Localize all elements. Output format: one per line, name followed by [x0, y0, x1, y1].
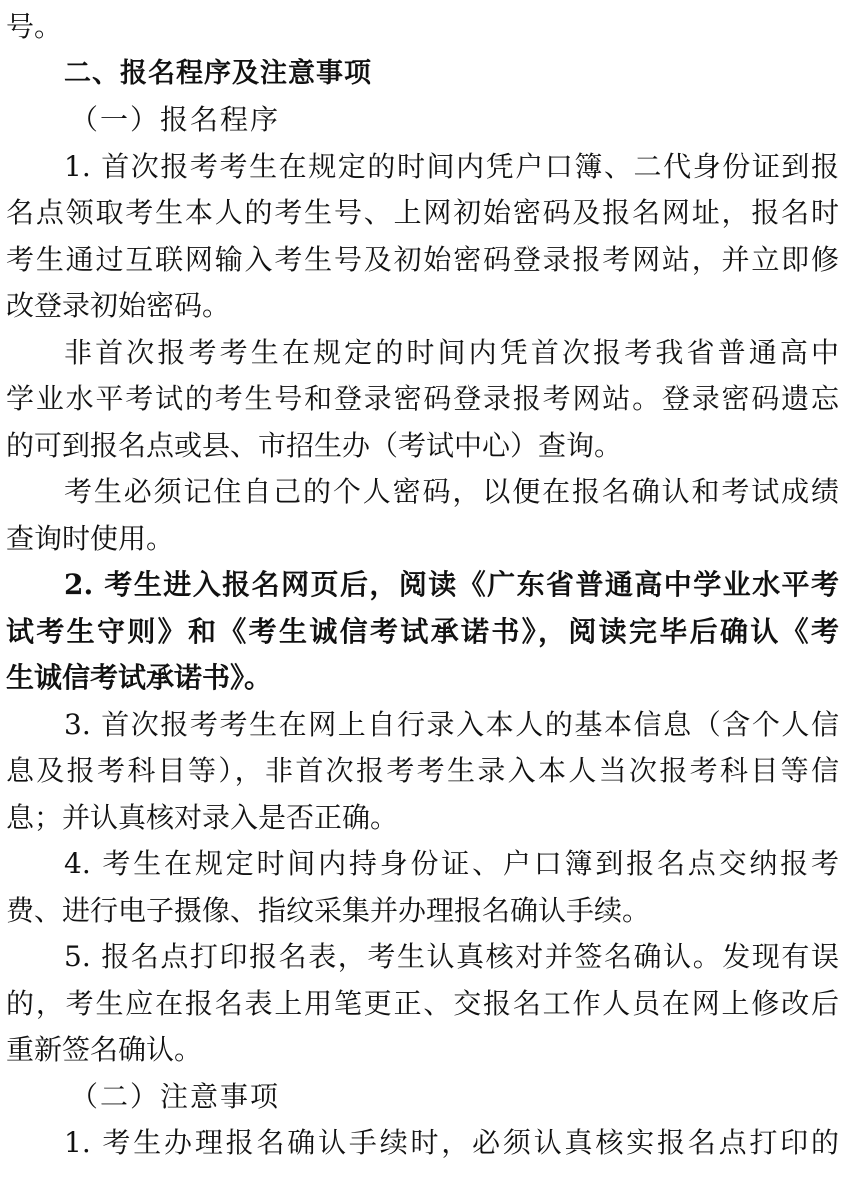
text-line: 息及报考科目等），非首次报考考生录入本人当次报考科目等信: [6, 754, 839, 787]
text-line: 5. 报名点打印报名表，考生认真核对并签名确认。发现有误: [64, 940, 839, 973]
text-line: （一）报名程序: [70, 103, 281, 136]
text-line: 考生必须记住自己的个人密码，以便在报名确认和考试成绩: [64, 475, 839, 508]
text-line: 重新签名确认。: [6, 1033, 203, 1066]
text-line: 查询时使用。: [6, 521, 175, 555]
text-line: 试考生守则》和《考生诚信考试承诺书》，阅读完毕后确认《考: [6, 614, 839, 648]
text-line: 非首次报考考生在规定的时间内凭首次报考我省普通高中: [64, 335, 839, 369]
text-line: 考生通过互联网输入考生号及初始密码登录报考网站，并立即修: [6, 242, 839, 276]
text-line: 2. 考生进入报名网页后，阅读《广东省普通高中学业水平考: [64, 568, 839, 601]
text-line: 息；并认真核对录入是否正确。: [6, 800, 399, 834]
text-line: 3. 首次报考考生在网上自行录入本人的基本信息（含个人信: [64, 707, 839, 741]
text-line: 学业水平考试的考生号和登录密码登录报考网站。登录密码遗忘: [6, 382, 839, 415]
text-line: 1. 考生办理报名确认手续时，必须认真核实报名点打印的: [64, 1126, 839, 1159]
text-line: 生诚信考试承诺书》。: [6, 661, 273, 694]
text-line: 号。: [6, 10, 63, 43]
text-line: 费、进行电子摄像、指纹采集并办理报名确认手续。: [6, 893, 651, 927]
text-line: 1. 首次报考考生在规定的时间内凭户口簿、二代身份证到报: [64, 149, 839, 183]
document-body: [6, 4, 839, 1167]
text-line: 改登录初始密码。: [6, 289, 231, 322]
text-line: 二、报名程序及注意事项: [64, 57, 372, 89]
text-line: （二）注意事项: [70, 1079, 281, 1113]
text-line: 的可到报名点或县、市招生办（考试中心）查询。: [6, 428, 623, 462]
text-line: 4. 考生在规定时间内持身份证、户口簿到报名点交纳报考: [64, 847, 839, 880]
text-line: 的，考生应在报名表上用笔更正、交报名工作人员在网上修改后: [6, 986, 839, 1020]
text-line: 名点领取考生本人的考生号、上网初始密码及报名网址，报名时: [6, 196, 839, 229]
